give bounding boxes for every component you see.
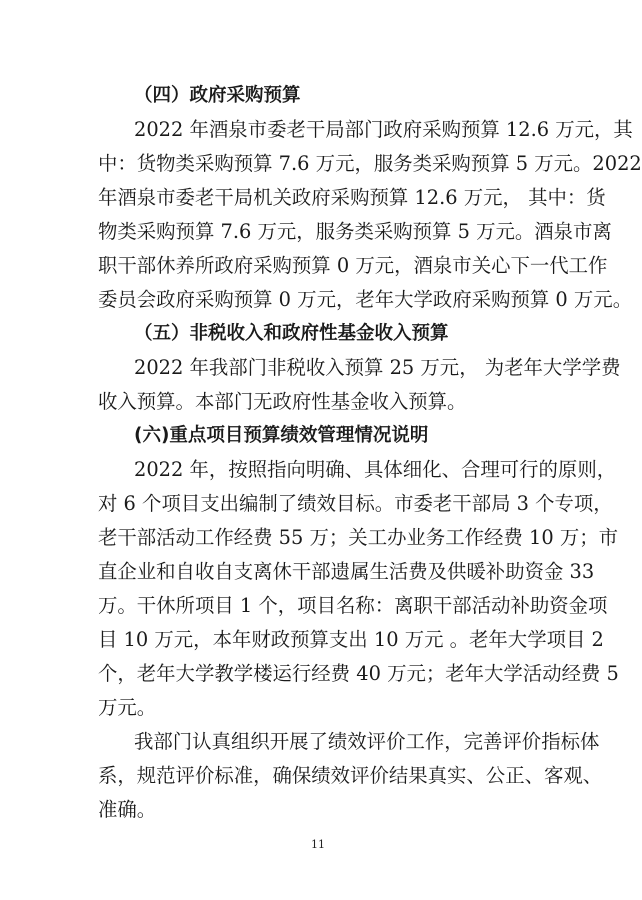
section-4-heading: （四）政府采购预算 bbox=[134, 85, 301, 106]
paragraph-line: 2022 年，按照指向明确、具体细化、合理可行的原则， bbox=[134, 458, 617, 481]
paragraph-line: 2022 年我部门非税收入预算 25 万元， 为老年大学学费 bbox=[134, 356, 621, 379]
paragraph-line: 对 6 个项目支出编制了绩效目标。市委老干部局 3 个专项， bbox=[98, 492, 613, 515]
paragraph-line: 物类采购预算 7.6 万元，服务类采购预算 5 万元。酒泉市离 bbox=[98, 220, 612, 243]
paragraph-line: 中：货物类采购预算 7.6 万元，服务类采购预算 5 万元。2022 bbox=[98, 152, 642, 175]
paragraph-line: 收入预算。本部门无政府性基金收入预算。 bbox=[98, 390, 467, 413]
paragraph-line: 委员会政府采购预算 0 万元，老年大学政府采购预算 0 万元。 bbox=[98, 288, 633, 311]
page-number: 11 bbox=[311, 838, 325, 851]
paragraph-line: 我部门认真组织开展了绩效评价工作，完善评价指标体 bbox=[134, 730, 600, 753]
paragraph-line: 年酒泉市委老干局机关政府采购预算 12.6 万元， 其中：货 bbox=[98, 186, 606, 209]
paragraph-line: 个，老年大学教学楼运行经费 40 万元；老年大学活动经费 5 bbox=[98, 662, 619, 685]
paragraph-line: 职干部休养所政府采购预算 0 万元，酒泉市关心下一代工作 bbox=[98, 254, 608, 277]
paragraph-line: 直企业和自收自支离休干部遗属生活费及供暖补助资金 33 bbox=[98, 560, 595, 583]
paragraph-line: 目 10 万元，本年财政预算支出 10 万元 。老年大学项目 2 bbox=[98, 628, 604, 651]
section-6-heading: (六)重点项目预算绩效管理情况说明 bbox=[134, 425, 429, 446]
paragraph-line: 万元。 bbox=[98, 696, 157, 719]
paragraph-line: 准确。 bbox=[98, 798, 157, 821]
paragraph-line: 系，规范评价标准，确保绩效评价结果真实、公正、客观、 bbox=[98, 764, 603, 787]
paragraph-line: 老干部活动工作经费 55 万；关工办业务工作经费 10 万；市 bbox=[98, 526, 618, 549]
paragraph-line: 万。干休所项目 1 个，项目名称：离职干部活动补助资金项 bbox=[98, 594, 608, 617]
section-5-heading: （五）非税收入和政府性基金收入预算 bbox=[134, 323, 449, 344]
paragraph-line: 2022 年酒泉市委老干局部门政府采购预算 12.6 万元，其 bbox=[134, 118, 633, 141]
